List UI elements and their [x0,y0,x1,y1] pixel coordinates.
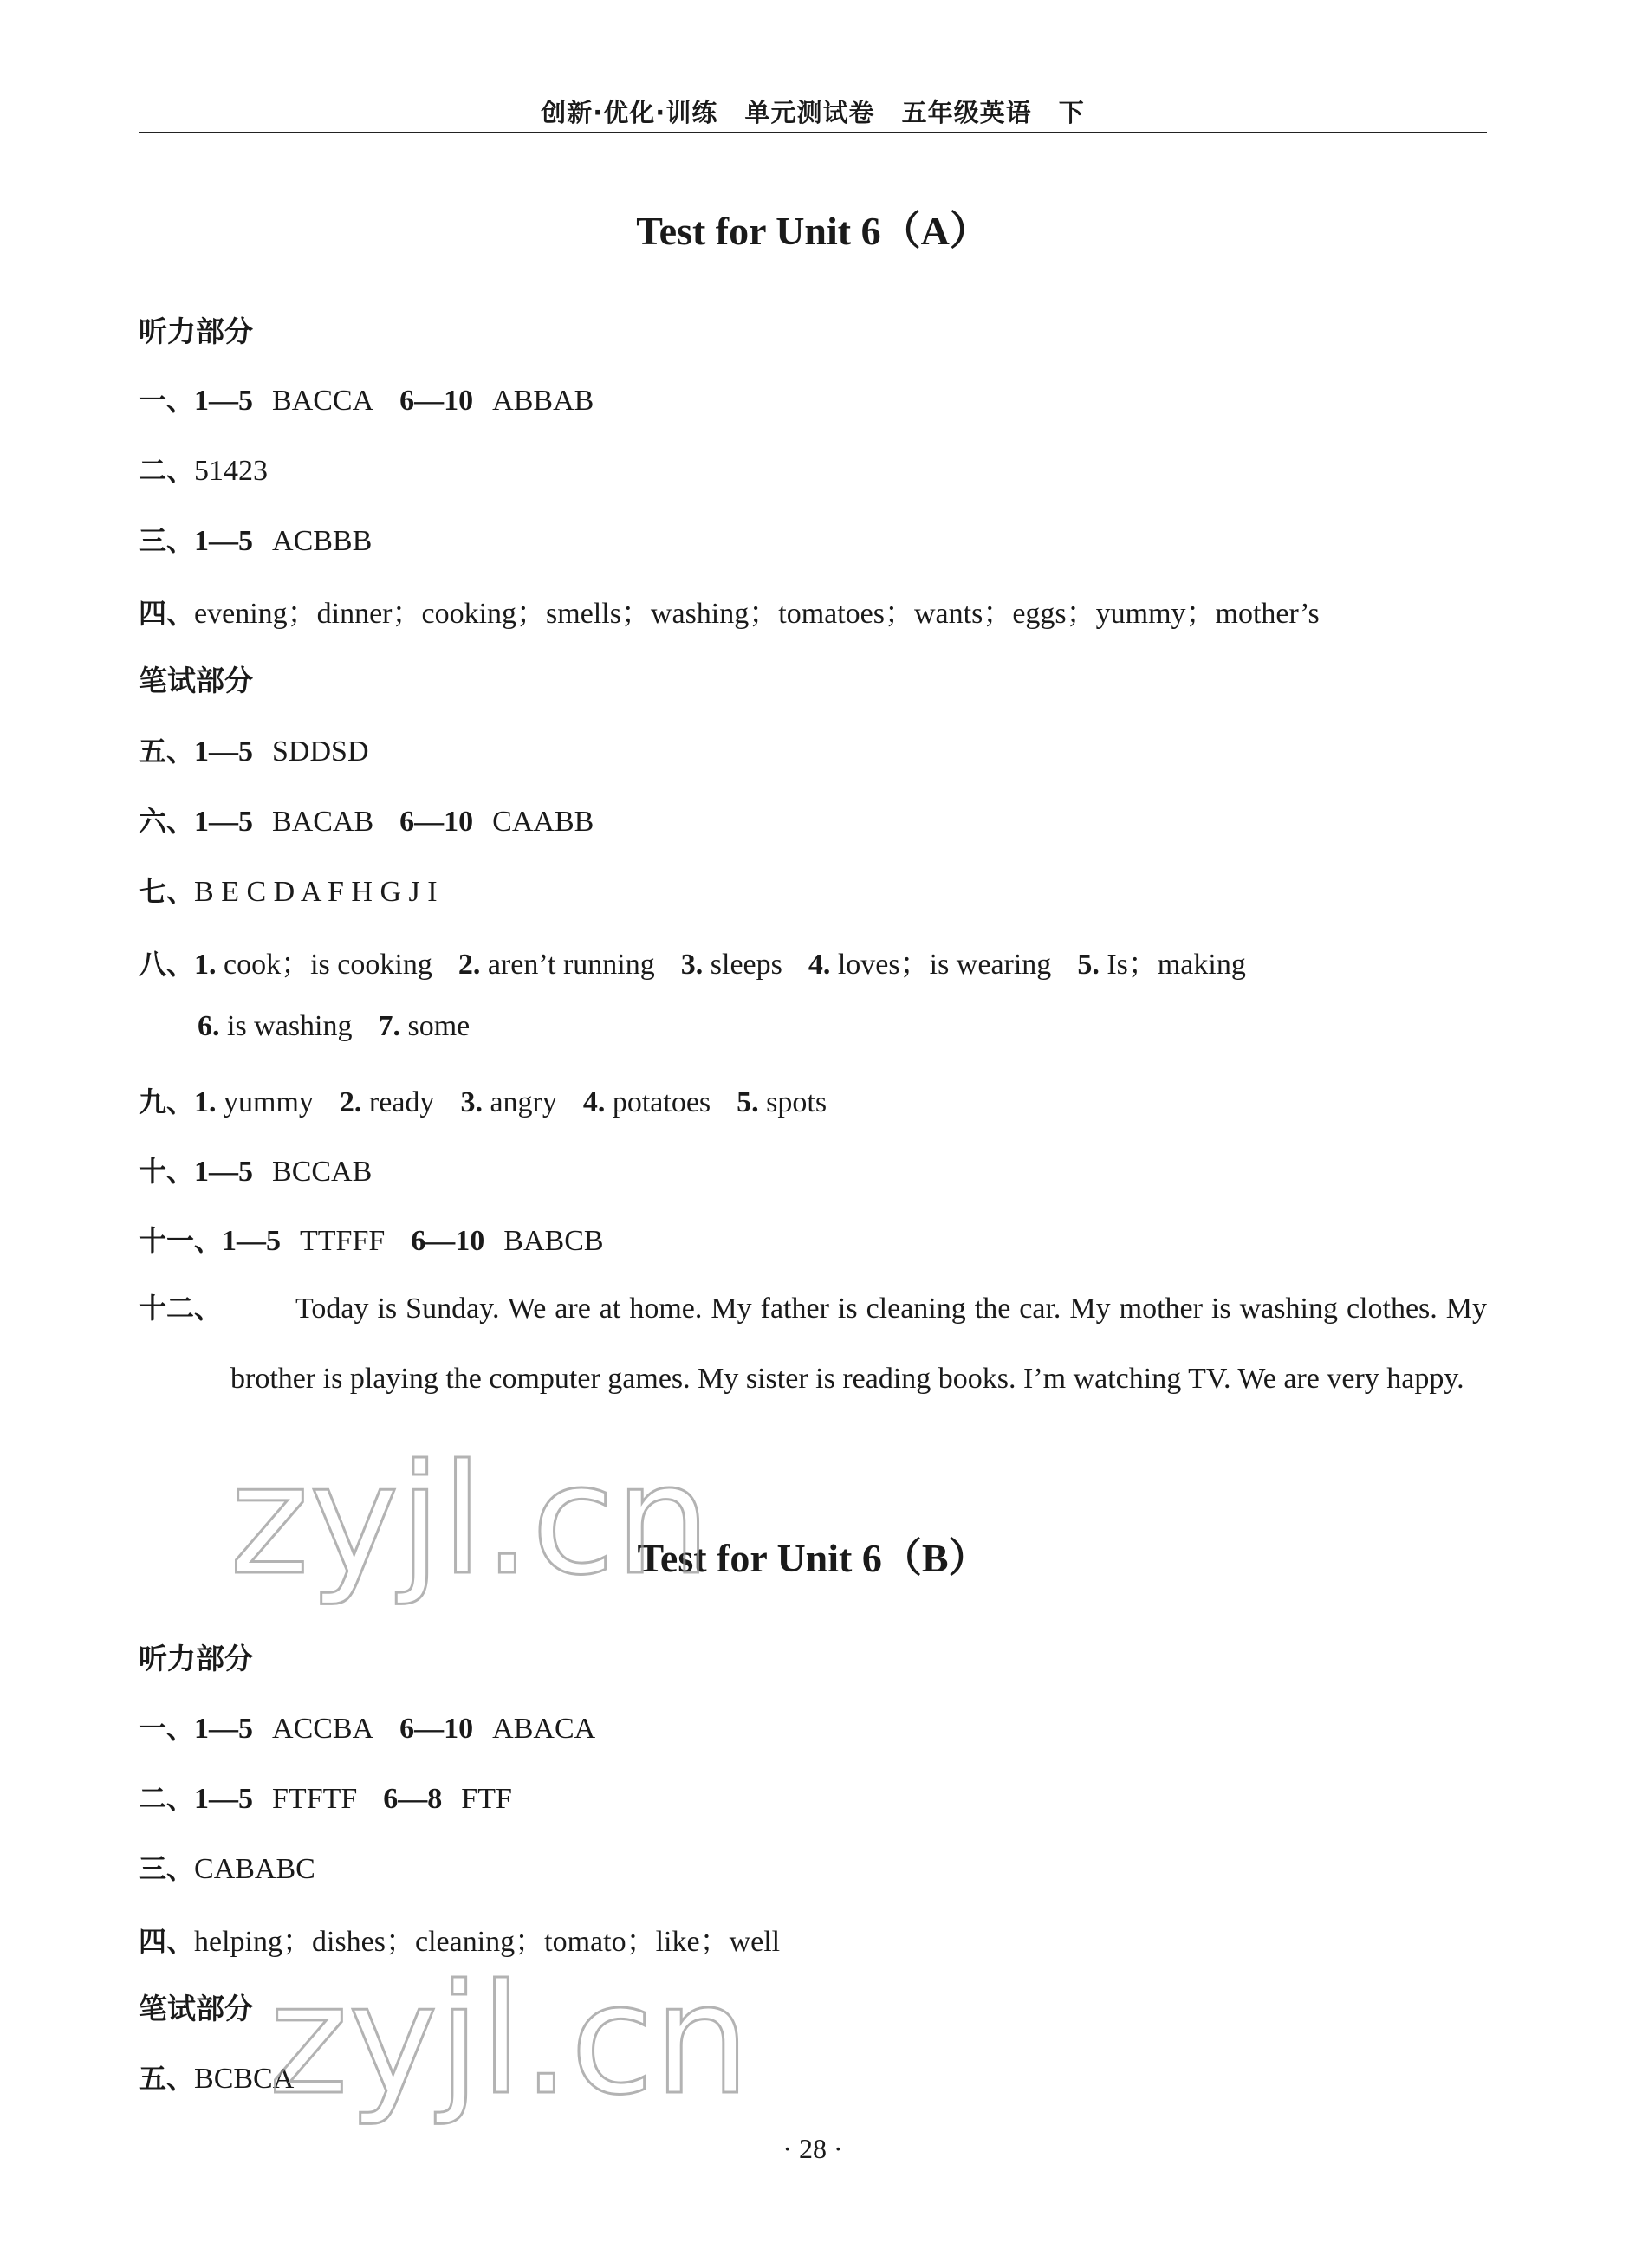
watermark-text: zyjl.cn [230,1433,711,1609]
test-a-listening-heading: 听力部分 [139,314,253,348]
header-series: 创新·优化·训练 [541,98,718,127]
answer: ABACA [492,1713,596,1745]
test-b-q3 [139,1847,315,1887]
item-answer: spots [766,1086,827,1118]
test-b-title: Test for Unit 6（B） [637,1536,989,1580]
test-a-q9 [139,1080,827,1120]
q-label: 十、 [139,1155,195,1188]
watermark-text: zyjl.cn [269,1953,750,2129]
test-a-q10 [139,1150,372,1189]
item-answer: cook；is cooking [224,949,432,981]
q-label: 四、 [139,1925,195,1958]
q-label: 十一、 [139,1224,223,1257]
answer: evening；dinner；cooking；smells；washing；tomatoes；wants；eggs；yummy；mother’s [194,598,1320,630]
answer: B E C D A F H G J I [194,876,438,908]
q-label: 一、 [139,1712,195,1745]
range: 6—10 [399,806,474,838]
item-answer: is washing [227,1010,353,1042]
answer: ACBBB [272,525,373,557]
q-label: 四、 [139,597,195,630]
test-b-q4 [139,1917,780,1960]
test-a-writing-heading: 笔试部分 [139,664,253,697]
header-rule [139,132,1487,133]
q-label: 六、 [139,805,195,838]
item-number: 3. [460,1086,483,1118]
test-a-q6 [139,800,594,839]
answer: BCBCA [194,2063,295,2095]
test-a-q7 [139,870,438,910]
item-answer: sleeps [710,949,782,981]
q-label: 二、 [139,454,195,487]
item-answer: Is；making [1107,949,1246,981]
item-number: 1. [194,949,217,981]
test-a-q5 [139,729,369,769]
answer: BABCB [503,1225,604,1257]
answer: FTF [461,1783,512,1815]
item-number: 5. [737,1086,759,1118]
q-label: 三、 [139,524,195,557]
q-label: 九、 [139,1085,195,1118]
item-number: 7. [378,1010,400,1042]
header-grade: 五年级英语 [901,98,1032,127]
answer: CAABB [492,806,594,838]
item-answer: ready [368,1086,435,1118]
range: 1—5 [194,806,254,838]
range: 6—10 [411,1225,485,1257]
test-b-listening-heading: 听力部分 [139,1642,253,1675]
answer: BACAB [272,806,374,838]
range: 1—5 [194,735,254,768]
q-label: 二、 [139,1782,195,1815]
q-label: 三、 [139,1852,195,1885]
item-answer: angry [490,1086,557,1118]
item-answer: loves；is wearing [837,949,1052,981]
q-label: 五、 [139,2062,195,2095]
test-b-q5 [139,2057,294,2096]
test-a-q2 [139,449,268,489]
page-header [139,94,1487,129]
answer: 51423 [194,455,269,487]
range: 6—8 [383,1783,443,1815]
range: 1—5 [222,1225,282,1257]
range: 1—5 [194,385,254,417]
header-book: 单元测试卷 [744,98,875,127]
test-a-q12 [139,1273,1487,1414]
answer: SDDSD [272,735,369,768]
test-a-title: Test for Unit 6（A） [636,209,990,253]
item-number: 6. [198,1010,220,1042]
item-number: 4. [582,1086,606,1118]
test-a-q8 [139,940,1246,982]
item-number: 2. [339,1086,362,1118]
test-b-writing-heading: 笔试部分 [139,1992,253,2025]
answer-paragraph: Today is Sunday. We are at home. My father is cleaning the car. My mother is washing clothes. My brother is playing the computer games. My sister is reading books. I’m watching TV. We are very happy. [230,1293,1487,1395]
range: 1—5 [194,525,254,557]
item-answer: yummy [224,1086,314,1118]
test-b-q1 [139,1707,595,1746]
answer: BCCAB [272,1156,373,1188]
page-number: · 28 · [782,2133,843,2164]
q-label: 八、 [139,948,195,981]
test-a-q11 [139,1219,604,1259]
test-a-q8-cont [198,1010,470,1043]
test-a-q1 [139,379,594,418]
range: 6—10 [399,385,474,417]
q-label: 五、 [139,735,195,768]
item-answer: some [407,1010,471,1042]
range: 1—5 [194,1783,254,1815]
answer: helping；dishes；cleaning；tomato；like；well [194,1926,781,1958]
item-number: 2. [458,949,481,981]
watermark-logo [260,1953,750,2129]
answer: ACCBA [272,1713,374,1745]
item-answer: aren’t running [487,949,655,981]
item-number: 3. [680,949,704,981]
answer: BACCA [272,385,374,417]
item-number: 4. [808,949,831,981]
test-a-q3 [139,519,372,559]
q-label: 七、 [139,875,195,908]
item-number: 1. [194,1086,217,1118]
item-number: 5. [1077,949,1100,981]
answer: TTFFF [300,1225,386,1257]
q-label: 一、 [139,384,195,417]
answer: CABABC [194,1853,315,1885]
range: 6—10 [399,1713,474,1745]
range: 1—5 [194,1713,254,1745]
item-answer: potatoes [612,1086,711,1118]
answer: FTFTF [272,1783,358,1815]
answer: ABBAB [492,385,594,417]
test-b-q2 [139,1777,512,1817]
range: 1—5 [194,1156,254,1188]
q-label: 十二、 [139,1292,223,1325]
header-volume: 下 [1058,98,1085,127]
test-a-q4 [139,589,1320,632]
